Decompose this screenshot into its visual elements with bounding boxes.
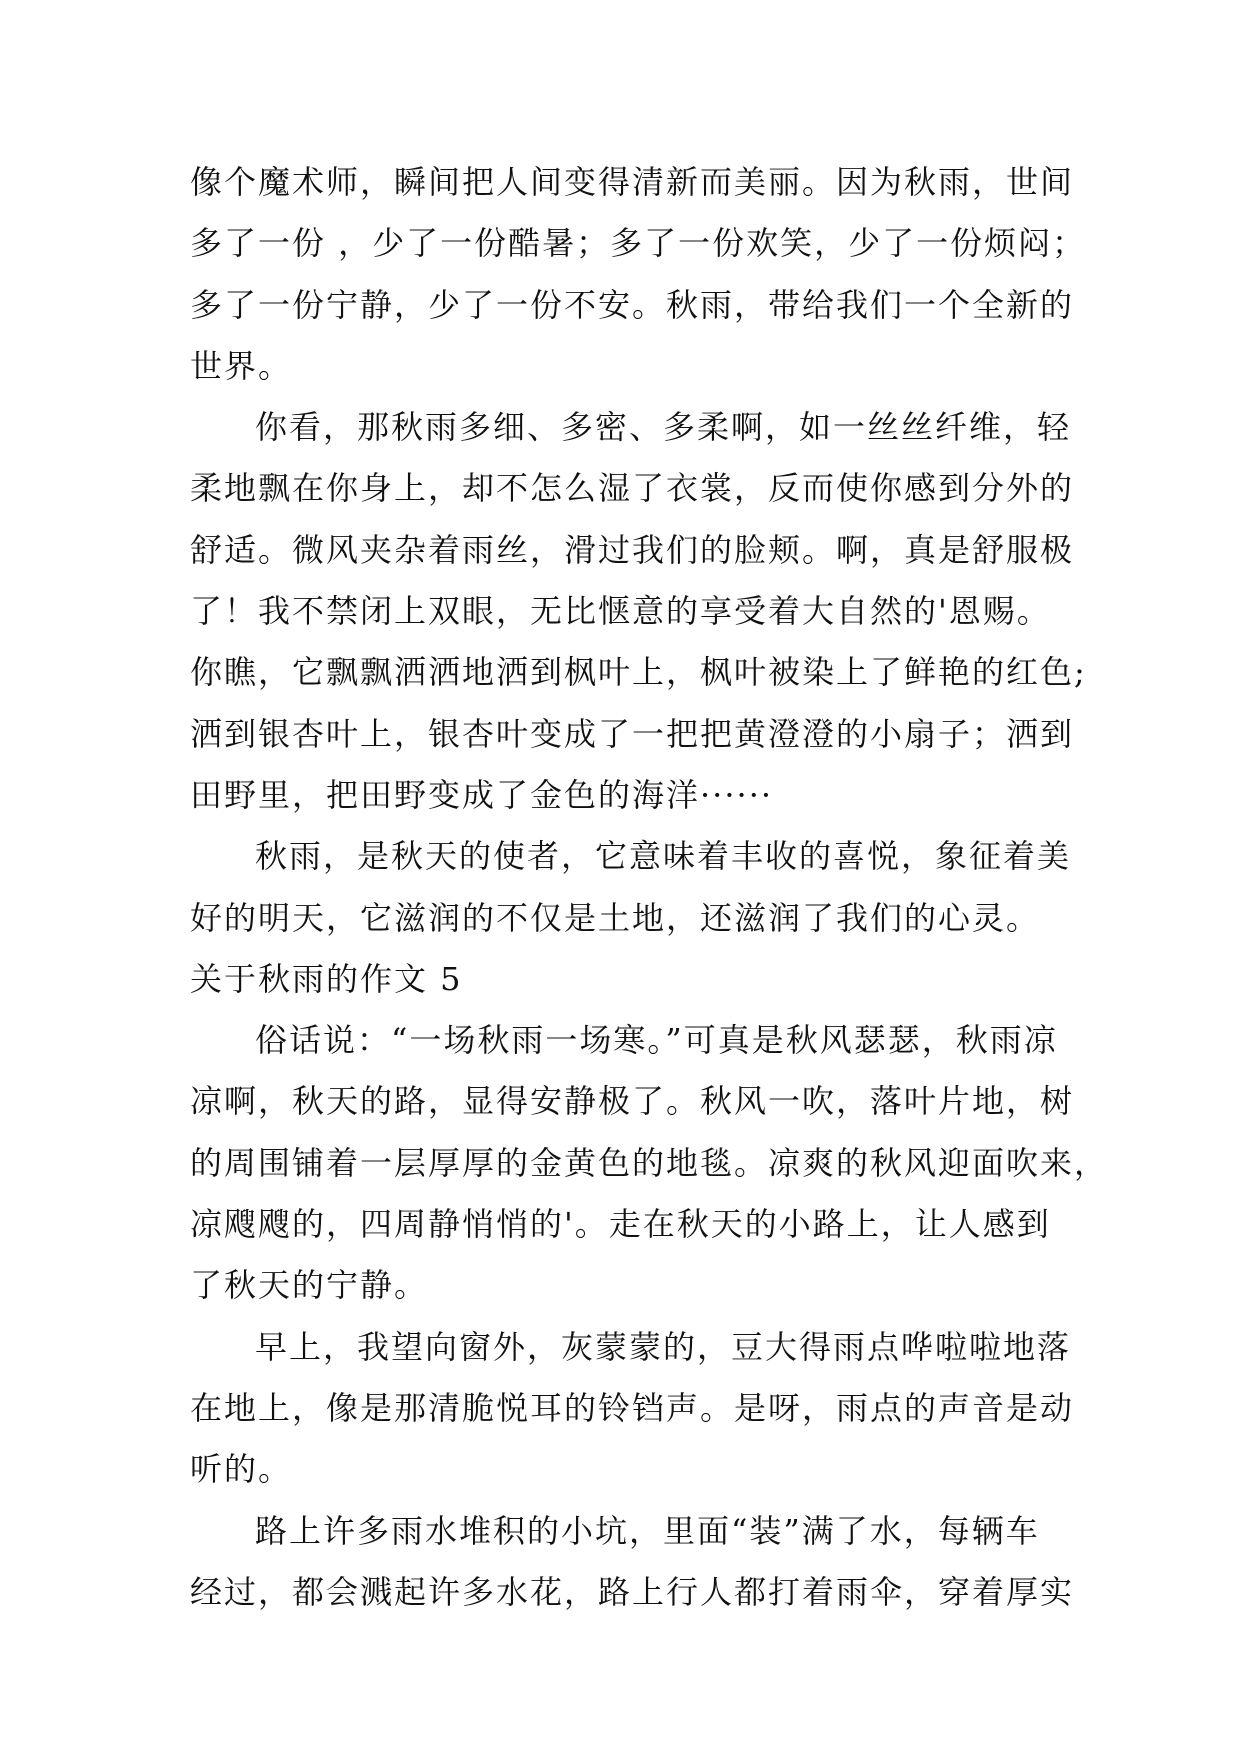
text-line: 听的。 xyxy=(190,1450,293,1489)
document-body xyxy=(190,152,1109,1623)
text-line: 了秋天的宁静。 xyxy=(190,1266,429,1305)
text-line: 舒适。微风夹杂着雨丝，滑过我们的脸颊。啊，真是舒服极 xyxy=(190,530,1075,569)
text-line: 秋雨，是秋天的使者，它意味着丰收的喜悦，象征着美 xyxy=(255,837,1072,876)
text-line: 像个魔术师，瞬间把人间变得清新而美丽。因为秋雨，世间 xyxy=(190,163,1075,201)
text-line: 凉啊，秋天的路，显得安静极了。秋风一吹，落叶片地，树 xyxy=(190,1082,1075,1121)
text-line: 世界。 xyxy=(190,346,293,385)
text-line: 洒到银杏叶上，银杏叶变成了一把把黄澄澄的小扇子；洒到 xyxy=(190,714,1075,753)
text-line: 关于秋雨的作文 5 xyxy=(190,959,463,998)
text-line: 俗话说：“一场秋雨一场寒。”可真是秋风瑟瑟，秋雨凉 xyxy=(255,1021,1058,1060)
text-line: 经过，都会溅起许多水花，路上行人都打着雨伞，穿着厚实 xyxy=(190,1572,1075,1611)
text-line: 了！我不禁闭上双眼，无比惬意的享受着大自然的'恩赐。 xyxy=(190,592,1051,631)
text-line: 你看，那秋雨多细、多密、多柔啊，如一丝丝纤维，轻 xyxy=(255,408,1072,447)
text-line: 凉飕飕的，四周静悄悄的'。走在秋天的小路上，让人感到 xyxy=(190,1205,1051,1244)
text-line: 你瞧，它飘飘洒洒地洒到枫叶上，枫叶被染上了鲜艳的红色; xyxy=(190,653,1087,692)
text-line: 早上，我望向窗外，灰蒙蒙的，豆大得雨点哗啦啦地落 xyxy=(255,1327,1072,1366)
text-line: 的周围铺着一层厚厚的金黄色的地毯。凉爽的秋风迎面吹来， xyxy=(190,1143,1109,1182)
text-line: 田野里，把田野变成了金色的海洋······ xyxy=(190,775,774,814)
text-line: 路上许多雨水堆积的小坑，里面“装”满了水，每辆车 xyxy=(255,1511,1040,1550)
text-line: 多了一份 ，少了一份酷暑；多了一份欢笑，少了一份烦闷； xyxy=(190,224,1087,263)
text-line: 多了一份宁静，少了一份不安。秋雨，带给我们一个全新的 xyxy=(190,285,1075,324)
text-line: 好的明天，它滋润的不仅是土地，还滋润了我们的心灵。 xyxy=(190,898,1041,937)
text-line: 柔地飘在你身上，却不怎么湿了衣裳，反而使你感到分外的 xyxy=(190,469,1075,508)
text-line: 在地上，像是那清脆悦耳的铃铛声。是呀，雨点的声音是动 xyxy=(190,1388,1075,1427)
